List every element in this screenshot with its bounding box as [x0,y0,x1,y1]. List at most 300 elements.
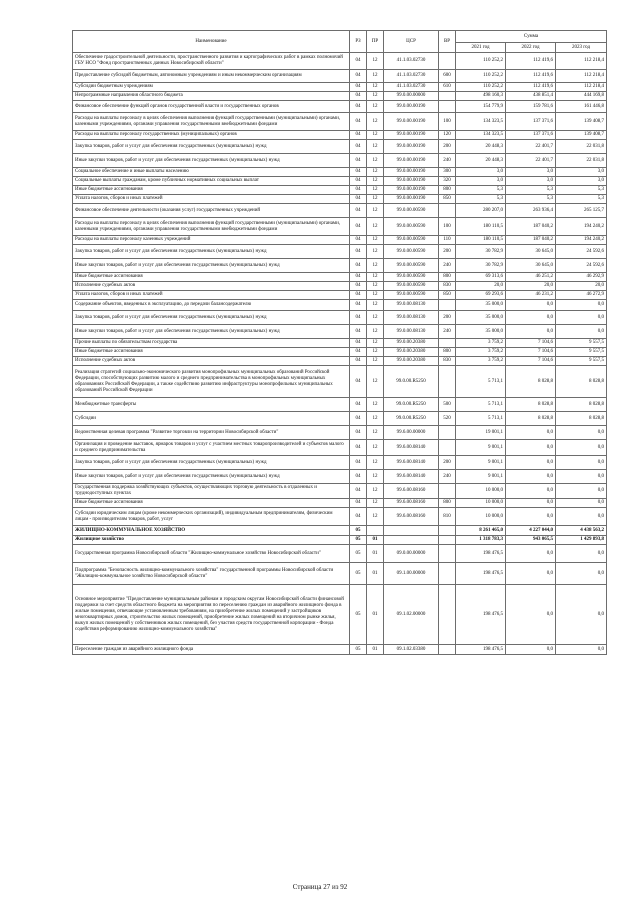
row-pr: 12 [367,325,384,339]
row-pr: 12 [367,154,384,168]
row-rz: 04 [350,186,367,195]
table-row [73,366,607,398]
row-vr: 110 [439,236,456,245]
row-amount-2021: 134 323,5 [456,113,506,131]
row-amount-2023: 0,0 [556,325,607,339]
row-vr [439,92,456,101]
row-amount-2022: 137 371,6 [506,131,556,140]
row-amount-2023: 0,0 [556,440,607,456]
row-csr: 99.0.00.08130 [384,311,439,325]
row-rz: 04 [350,245,367,259]
row-amount-2023: 8 028,8 [556,366,607,398]
row-amount-2023: 3,0 [556,177,607,186]
row-amount-2021: 3 759,2 [456,348,506,357]
row-amount-2021: 8 261 465,0 [456,526,506,536]
row-vr: 500 [439,398,456,412]
row-amount-2021: 9 001,1 [456,456,506,470]
table-row [73,195,607,204]
row-name: Социальное обеспечение и иные выплаты населению [73,168,350,177]
row-name: Социальные выплаты гражданам, кроме публичных нормативных социальных выплат [73,177,350,186]
table-row [73,53,607,70]
row-amount-2023: 46 292,9 [556,273,607,282]
row-csr: 99.0.00.00190 [384,113,439,131]
row-amount-2023: 24 592,6 [556,259,607,273]
row-amount-2023: 0,0 [556,645,607,655]
row-amount-2022: 46 251,2 [506,273,556,282]
row-pr: 12 [367,131,384,140]
row-pr: 12 [367,484,384,499]
row-amount-2023: 20,0 [556,282,607,291]
row-pr: 01 [367,545,384,563]
row-vr [439,300,456,311]
row-amount-2022: 187 040,2 [506,236,556,245]
row-csr: 99.6.00.00000 [384,426,439,440]
row-amount-2022: 46 231,2 [506,291,556,300]
row-vr: 120 [439,131,456,140]
row-amount-2023: 0,0 [556,545,607,563]
row-name: Субсидии юридическим лицам (кроме некоммерческих организаций), индивидуальным предпринимателям, физическим лицам - производителям товаров, работ, услуг [73,508,350,526]
table-row [73,236,607,245]
row-name: Иные бюджетные ассигнования [73,186,350,195]
row-csr: 99.6.00.08160 [384,499,439,508]
row-pr: 12 [367,168,384,177]
row-amount-2022: 22 401,7 [506,154,556,168]
row-amount-2023: 0,0 [556,470,607,484]
row-amount-2022: 8 028,8 [506,412,556,426]
row-name: Подпрограмма "Безопасность жилищно-коммунального хозяйства" государственной программы Новосибирской области "Жилищно-коммунальное хозяйство Новосибирской области" [73,563,350,585]
row-csr: 99.6.00.08140 [384,456,439,470]
row-rz: 04 [350,508,367,526]
row-name: Закупка товаров, работ и услуг для обеспечения государственных (муниципальных) нужд [73,245,350,259]
row-amount-2021: 110 252,2 [456,70,506,83]
row-amount-2021: 3 759,2 [456,339,506,348]
row-amount-2021: 110 252,2 [456,83,506,92]
row-amount-2021: 10 000,0 [456,499,506,508]
row-csr: 99.0.00.00590 [384,282,439,291]
row-csr: 99.0.00.00190 [384,177,439,186]
table-row [73,426,607,440]
row-name: Уплата налогов, сборов и иных платежей [73,195,350,204]
row-amount-2022: 0,0 [506,499,556,508]
row-csr: 99.0.00.00190 [384,101,439,113]
row-amount-2023: 5,3 [556,186,607,195]
row-pr: 12 [367,186,384,195]
table-row [73,398,607,412]
row-csr: 99.6.00.08160 [384,508,439,526]
row-vr: 850 [439,291,456,300]
table-row [73,470,607,484]
row-pr: 12 [367,92,384,101]
table-body [73,53,607,655]
row-name: Основное мероприятие "Предоставление муниципальным районам и городским округам Новосибирской области финансовой поддержки за счет средств областного бюджета на мероприятия по переселению граждан из аварийного жилищного фонда в жилые помещения, отвечающие установленным требованиям, на приобретение жилых помещений у застройщиков многоквартирных домов, строительство жилых помещений, приобретение жилых помещений на вторичном рынке жилья, выкуп жилых помещений у собственников жилых помещений, без участия средств государственной корпорации - Фонда содействия реформированию жилищно-коммунального хозяйства" [73,585,350,645]
row-name: Закупка товаров, работ и услуг для обеспечения государственных (муниципальных) нужд [73,140,350,154]
row-amount-2021: 35 000,0 [456,300,506,311]
row-pr: 12 [367,259,384,273]
row-csr: 99.0.00.00590 [384,204,439,218]
row-name: Расходы на выплаты персоналу государственных (муниципальных) органов [73,131,350,140]
row-pr: 12 [367,456,384,470]
row-pr: 12 [367,101,384,113]
header-sum: Сумма [456,31,607,43]
table-row [73,585,607,645]
row-vr [439,426,456,440]
row-csr: 09.1.00.00000 [384,563,439,585]
row-amount-2021: 20 448,3 [456,154,506,168]
row-amount-2021: 35 000,0 [456,325,506,339]
table-row [73,282,607,291]
row-csr: 41.1.03.02730 [384,70,439,83]
row-vr [439,484,456,499]
row-vr: 200 [439,140,456,154]
row-csr: 99.0.00.20380 [384,357,439,366]
table-row [73,177,607,186]
header-year-2022: 2022 год [506,43,556,53]
row-pr: 01 [367,563,384,585]
row-amount-2023: 4 438 563,2 [556,526,607,536]
row-rz: 04 [350,456,367,470]
row-vr [439,366,456,398]
row-vr: 100 [439,113,456,131]
row-amount-2023: 0,0 [556,456,607,470]
row-amount-2021: 198 476,5 [456,585,506,645]
row-vr: 520 [439,412,456,426]
row-amount-2021: 20,0 [456,282,506,291]
row-csr: 09.1.02.00000 [384,585,439,645]
row-pr: 12 [367,348,384,357]
row-name: ЖИЛИЩНО-КОММУНАЛЬНОЕ ХОЗЯЙСТВО [73,526,350,536]
row-csr: 99.6.00.08160 [384,484,439,499]
row-vr: 800 [439,273,456,282]
row-amount-2022: 438 851,4 [506,92,556,101]
row-rz: 04 [350,236,367,245]
row-pr: 12 [367,113,384,131]
row-pr: 01 [367,645,384,655]
row-vr: 600 [439,70,456,83]
row-amount-2021: 3,0 [456,168,506,177]
row-amount-2021: 3 759,2 [456,357,506,366]
row-name: Иные бюджетные ассигнования [73,348,350,357]
row-vr: 800 [439,499,456,508]
row-vr: 240 [439,325,456,339]
row-pr: 12 [367,195,384,204]
row-rz: 04 [350,154,367,168]
row-amount-2021: 198 476,5 [456,645,506,655]
row-csr: 99.0.00.00190 [384,195,439,204]
row-amount-2023: 22 031,8 [556,140,607,154]
row-amount-2022: 0,0 [506,456,556,470]
row-amount-2022: 0,0 [506,484,556,499]
header-year-2021: 2021 год [456,43,506,53]
row-name: Организация и проведение выставок, ярмарок товаров и услуг с участием местных товаропроизводителей и субъектов малого и среднего предпринимательства [73,440,350,456]
row-pr: 12 [367,339,384,348]
row-rz: 04 [350,53,367,70]
row-name: Содержание объектов, введенных в эксплуатацию, до передачи балансодержателю [73,300,350,311]
row-csr: 99.0.00.00590 [384,218,439,236]
row-vr: 830 [439,357,456,366]
row-pr: 12 [367,177,384,186]
table-row [73,300,607,311]
table-row [73,83,607,92]
table-row [73,456,607,470]
row-amount-2021: 69 313,6 [456,273,506,282]
row-rz: 04 [350,348,367,357]
row-vr: 200 [439,245,456,259]
row-pr [367,526,384,536]
row-pr: 01 [367,585,384,645]
row-rz: 04 [350,259,367,273]
row-rz: 04 [350,273,367,282]
row-amount-2021: 30 782,9 [456,259,506,273]
row-name: Ведомственная целевая программа "Развитие торговли на территории Новосибирской области" [73,426,350,440]
table-row [73,645,607,655]
row-rz: 04 [350,92,367,101]
row-vr: 850 [439,195,456,204]
row-amount-2021: 20 448,3 [456,140,506,154]
row-name: Государственная программа Новосибирской области "Жилищно-коммунальное хозяйство Новосибирской области" [73,545,350,563]
header-vr: ВР [439,31,456,53]
row-amount-2022: 0,0 [506,300,556,311]
row-rz: 05 [350,563,367,585]
table-row [73,563,607,585]
budget-table-page [72,30,606,655]
row-amount-2021: 180 110,5 [456,218,506,236]
row-csr: 99.0.00.08130 [384,300,439,311]
table-row [73,508,607,526]
row-name: Иные бюджетные ассигнования [73,273,350,282]
row-pr: 12 [367,398,384,412]
row-amount-2023: 8 028,8 [556,398,607,412]
row-csr: 41.1.03.02730 [384,53,439,70]
row-amount-2021: 10 000,0 [456,508,506,526]
row-pr: 12 [367,291,384,300]
row-amount-2023: 265 125,7 [556,204,607,218]
row-rz: 04 [350,311,367,325]
row-amount-2021: 10 000,0 [456,484,506,499]
row-amount-2023: 444 169,8 [556,92,607,101]
row-pr: 12 [367,218,384,236]
row-csr: 99.0.00.00590 [384,259,439,273]
row-pr: 12 [367,300,384,311]
row-vr [439,585,456,645]
row-name: Уплата налогов, сборов и иных платежей [73,291,350,300]
row-pr: 12 [367,245,384,259]
row-rz: 04 [350,499,367,508]
row-name: Закупка товаров, работ и услуг для обеспечения государственных (муниципальных) нужд [73,311,350,325]
row-amount-2023: 0,0 [556,563,607,585]
row-amount-2023: 0,0 [556,484,607,499]
row-vr: 100 [439,218,456,236]
row-vr: 320 [439,177,456,186]
header-name: Наименование [73,31,350,53]
row-name: Субсидии бюджетным учреждениям [73,83,350,92]
row-amount-2022: 30 645,0 [506,245,556,259]
row-amount-2022: 0,0 [506,585,556,645]
row-amount-2021: 35 000,0 [456,311,506,325]
row-amount-2022: 3,0 [506,177,556,186]
table-row [73,348,607,357]
row-name: Государственная поддержка хозяйствующих субъектов, осуществляющих торговую деятельность в отдаленных и труднодоступных пунктах [73,484,350,499]
table-row [73,101,607,113]
row-amount-2022: 0,0 [506,325,556,339]
row-amount-2021: 5 713,1 [456,398,506,412]
row-amount-2023: 5,3 [556,195,607,204]
row-amount-2021: 5,3 [456,186,506,195]
table-row [73,140,607,154]
row-csr: 41.1.03.02730 [384,83,439,92]
row-csr: 99.0.00.08130 [384,325,439,339]
row-pr: 01 [367,536,384,545]
row-rz: 04 [350,357,367,366]
row-rz: 05 [350,645,367,655]
row-pr: 12 [367,311,384,325]
row-amount-2022: 0,0 [506,545,556,563]
row-amount-2023: 161 446,8 [556,101,607,113]
row-pr: 12 [367,273,384,282]
row-csr: 99.0.00.R5250 [384,412,439,426]
row-vr: 800 [439,348,456,357]
table-row [73,113,607,131]
row-amount-2023: 9 557,5 [556,348,607,357]
row-rz: 04 [350,291,367,300]
row-amount-2022: 8 028,8 [506,366,556,398]
row-rz: 04 [350,440,367,456]
row-rz: 04 [350,83,367,92]
table-row [73,186,607,195]
row-pr: 12 [367,499,384,508]
table-row [73,325,607,339]
row-amount-2021: 280 207,0 [456,204,506,218]
row-name: Финансовое обеспечение деятельности (оказания услуг) государственных учреждений [73,204,350,218]
row-vr [439,204,456,218]
row-pr: 12 [367,282,384,291]
row-vr [439,545,456,563]
row-amount-2021: 9 001,1 [456,440,506,456]
table-row [73,168,607,177]
row-amount-2022: 5,3 [506,195,556,204]
row-name: Иные закупки товаров, работ и услуг для обеспечения государственных (муниципальных) нужд [73,325,350,339]
row-rz: 04 [350,131,367,140]
row-pr: 12 [367,366,384,398]
row-amount-2023: 9 557,5 [556,357,607,366]
row-amount-2023: 0,0 [556,585,607,645]
row-amount-2022: 112 419,6 [506,70,556,83]
row-vr [439,526,456,536]
row-amount-2023: 9 557,5 [556,339,607,348]
row-name: Закупка товаров, работ и услуг для обеспечения государственных (муниципальных) нужд [73,456,350,470]
row-pr: 12 [367,140,384,154]
row-amount-2022: 263 936,4 [506,204,556,218]
row-amount-2021: 198 476,5 [456,545,506,563]
row-csr: 99.0.00.00190 [384,186,439,195]
row-amount-2022: 0,0 [506,426,556,440]
row-name: Расходы на выплаты персоналу в целях обеспечения выполнения функций государственными (муниципальными) органами, казенными учреждениями, органами управления государственными внебюджетными фондами [73,113,350,131]
row-amount-2023: 46 272,9 [556,291,607,300]
row-amount-2021: 110 252,2 [456,53,506,70]
row-name: Жилищное хозяйство [73,536,350,545]
row-amount-2022: 0,0 [506,508,556,526]
row-amount-2021: 30 782,9 [456,245,506,259]
table-row [73,499,607,508]
row-pr: 12 [367,204,384,218]
row-csr: 99.0.00.00590 [384,291,439,300]
table-row [73,154,607,168]
row-pr: 12 [367,412,384,426]
row-amount-2022: 7 104,6 [506,348,556,357]
row-amount-2022: 7 104,6 [506,339,556,348]
row-name: Прочие выплаты по обязательствам государства [73,339,350,348]
row-vr [439,101,456,113]
row-rz: 04 [350,101,367,113]
row-rz: 04 [350,484,367,499]
row-amount-2022: 4 227 044,0 [506,526,556,536]
row-vr: 810 [439,508,456,526]
row-rz: 04 [350,177,367,186]
header-csr: ЦСР [384,31,439,53]
row-pr: 12 [367,236,384,245]
row-rz: 04 [350,398,367,412]
row-csr: 09.1.02.03380 [384,645,439,655]
row-csr: 99.0.00.00590 [384,236,439,245]
row-rz: 04 [350,339,367,348]
row-amount-2021: 5 713,1 [456,412,506,426]
row-amount-2021: 5,3 [456,195,506,204]
table-row [73,204,607,218]
row-amount-2023: 0,0 [556,426,607,440]
row-amount-2021: 19 001,1 [456,426,506,440]
row-amount-2022: 7 104,6 [506,357,556,366]
row-csr [384,526,439,536]
table-header [73,31,607,53]
row-amount-2022: 0,0 [506,563,556,585]
row-amount-2022: 0,0 [506,440,556,456]
row-name: Межбюджетные трансферты [73,398,350,412]
row-amount-2021: 154 779,9 [456,101,506,113]
row-name: Исполнение судебных актов [73,282,350,291]
row-amount-2023: 112 218,4 [556,70,607,83]
row-vr: 200 [439,456,456,470]
table-row [73,536,607,545]
row-csr: 99.6.00.08140 [384,470,439,484]
row-amount-2022: 187 040,2 [506,218,556,236]
row-rz: 05 [350,585,367,645]
row-csr: 99.0.00.00190 [384,168,439,177]
row-amount-2023: 139 408,7 [556,131,607,140]
row-rz: 04 [350,218,367,236]
row-rz: 04 [350,168,367,177]
row-rz: 04 [350,204,367,218]
table-row [73,484,607,499]
row-vr [439,536,456,545]
row-name: Непрограммные направления областного бюджета [73,92,350,101]
row-name: Расходы на выплаты персоналу казенных учреждений [73,236,350,245]
row-pr: 12 [367,70,384,83]
row-vr [439,645,456,655]
row-amount-2022: 112 419,6 [506,83,556,92]
header-year-2023: 2023 год [556,43,607,53]
header-rz: РЗ [350,31,367,53]
row-amount-2023: 112 218,4 [556,53,607,70]
row-name: Предоставление субсидий бюджетным, автономным учреждениям и иным некоммерческим организациям [73,70,350,83]
row-csr: 99.0.00.20380 [384,348,439,357]
row-csr: 99.0.00.00590 [384,245,439,259]
row-csr: 99.0.00.00590 [384,273,439,282]
row-amount-2021: 9 001,1 [456,470,506,484]
row-vr: 830 [439,282,456,291]
row-amount-2021: 1 318 783,3 [456,536,506,545]
row-rz: 04 [350,300,367,311]
row-name: Исполнение судебных актов [73,357,350,366]
page-number: Страница 27 из 92 [292,883,348,891]
